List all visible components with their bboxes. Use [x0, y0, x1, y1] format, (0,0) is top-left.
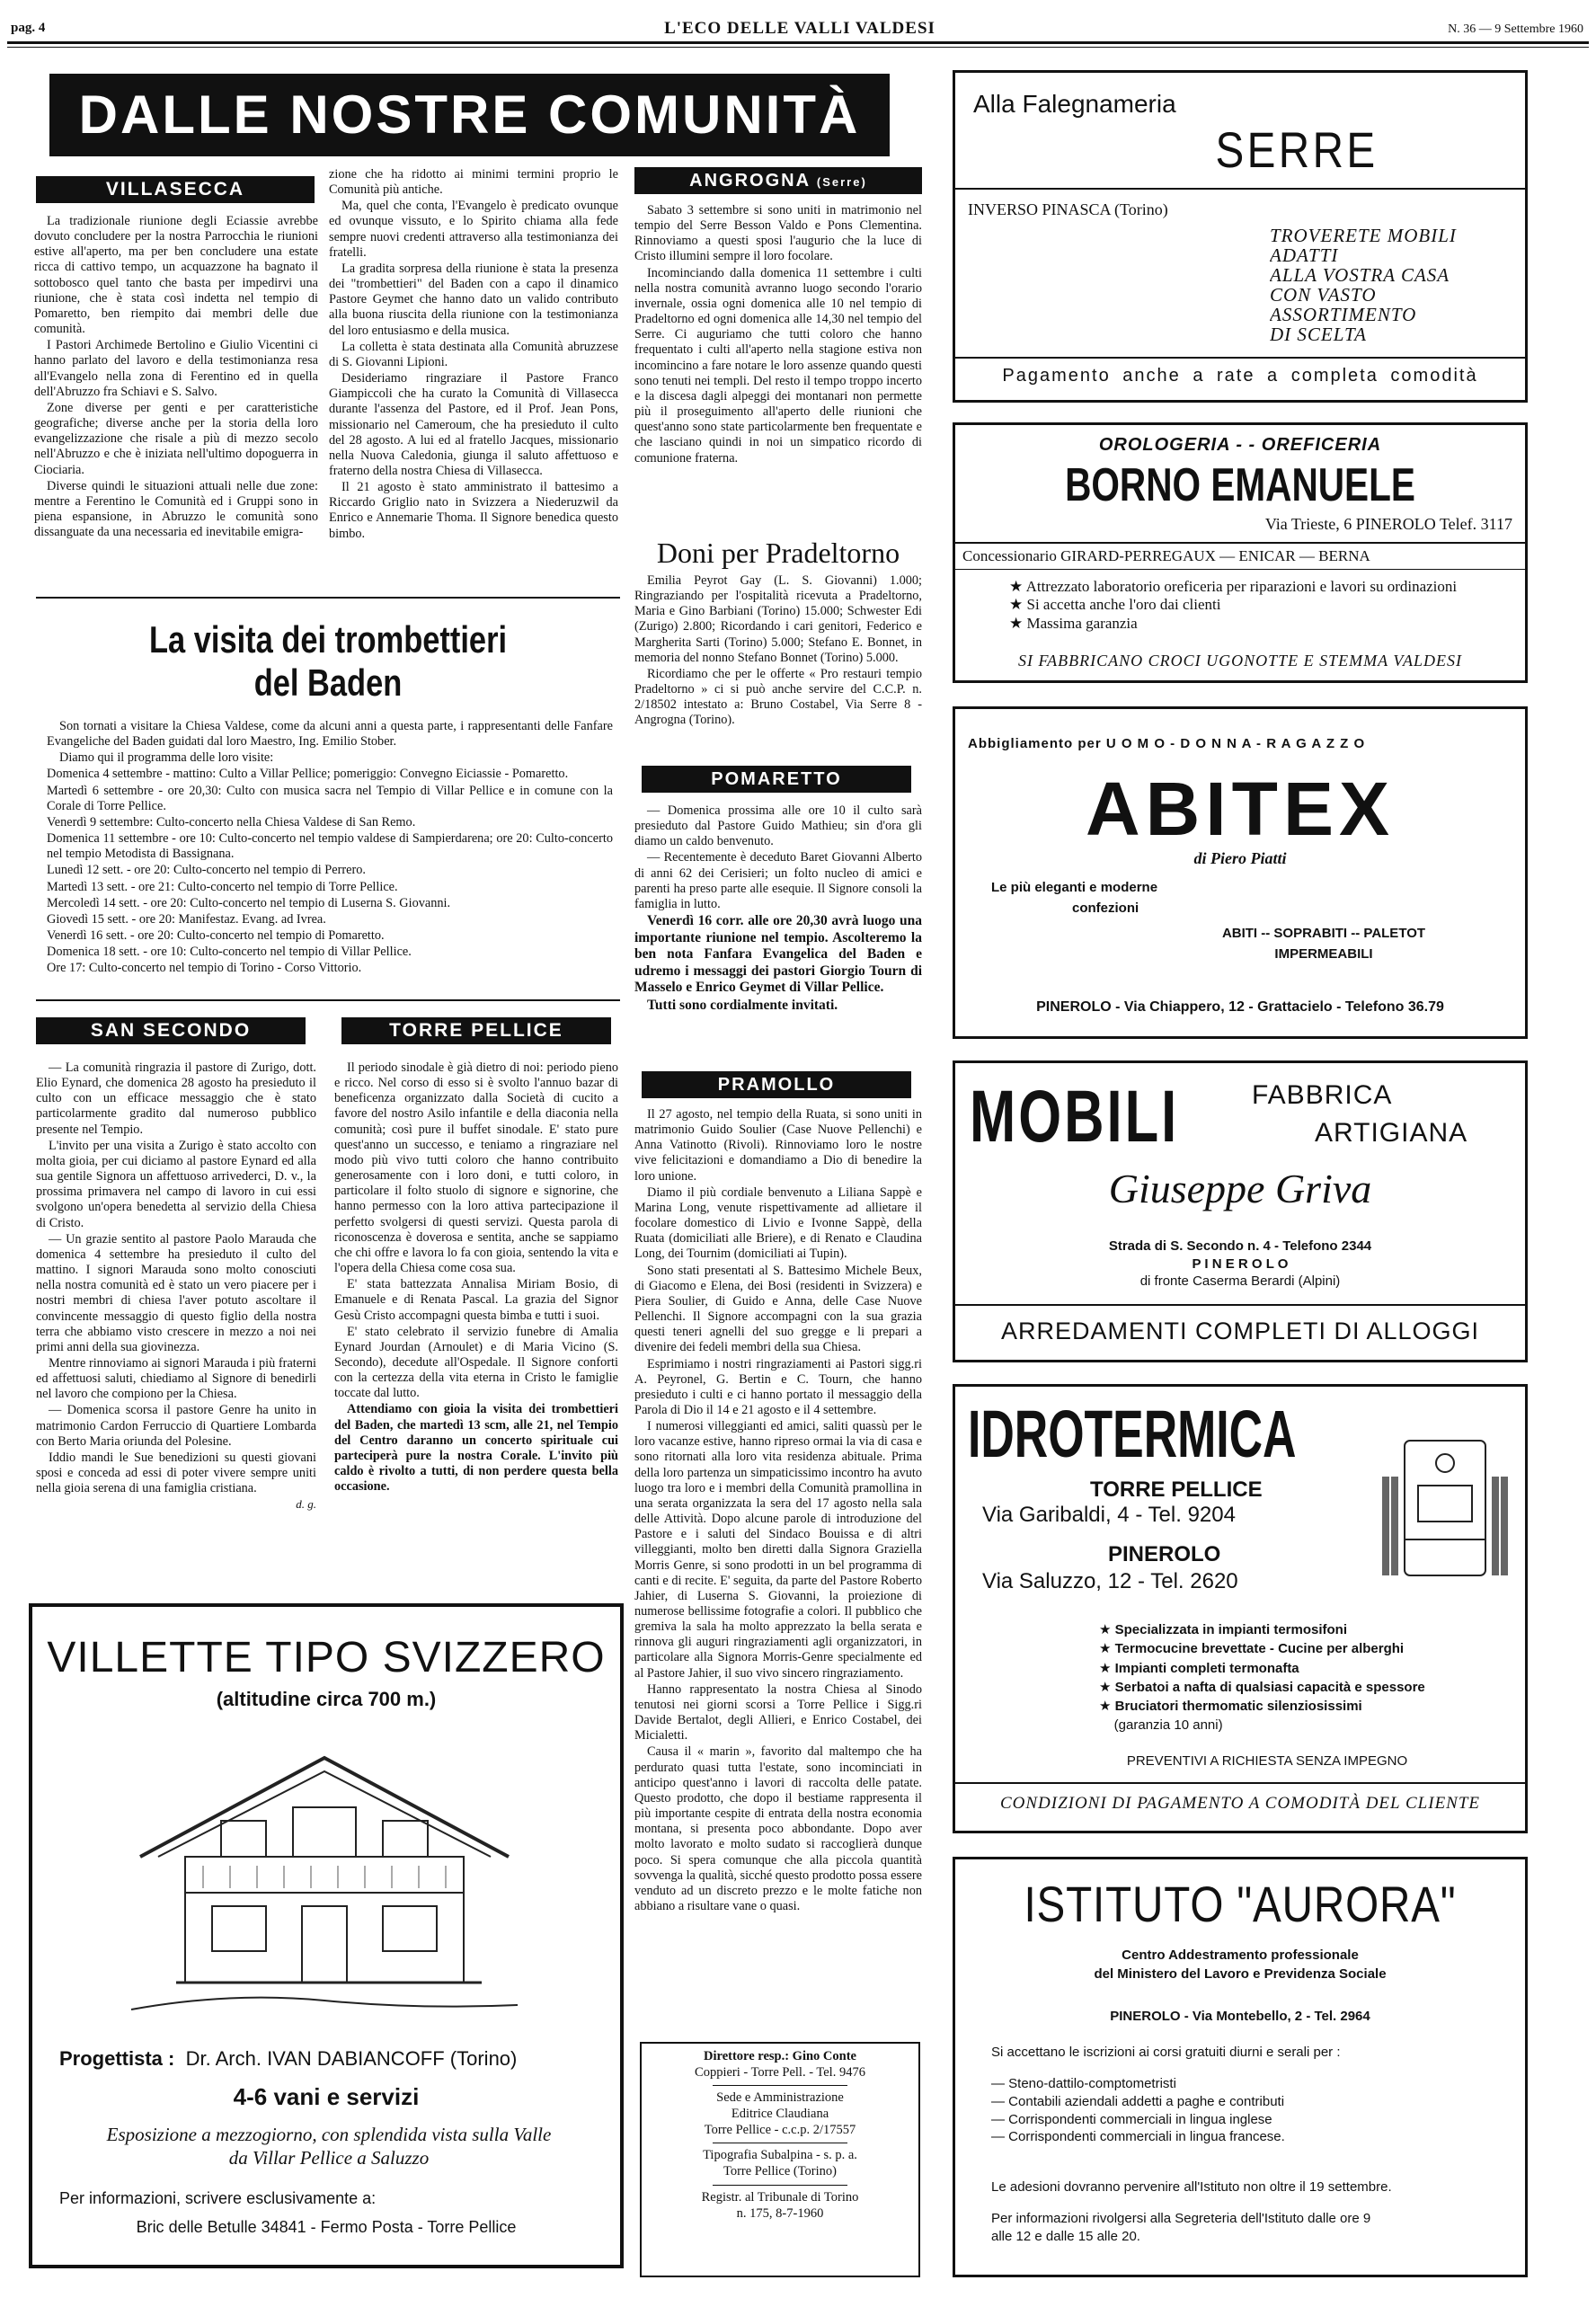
- serre-place: INVERSO PINASCA (Torino): [968, 200, 1168, 218]
- villette-rooms: 4-6 vani e servizi: [233, 2083, 420, 2110]
- doni-body: [634, 573, 922, 753]
- visita-lead: Diamo qui il programma delle loro visite:: [59, 750, 274, 766]
- idro-quote: PREVENTIVI A RICHIESTA SENZA IMPEGNO: [1126, 1753, 1408, 1769]
- ad-abitex: [953, 706, 1528, 1039]
- doni-title: Doni per Pradeltorno: [656, 537, 900, 569]
- issue-date: N. 36 — 9 Settembre 1960: [1448, 22, 1583, 36]
- chalet-illustration: [122, 1722, 527, 2019]
- borno-top-sep: - -: [1236, 435, 1256, 455]
- idro-name: IDROTERMICA: [968, 1397, 1297, 1471]
- visita-title-line1: La visita dei trombettieri: [148, 618, 508, 661]
- serre-slogan-line: DI SCELTA: [1270, 324, 1367, 345]
- aurora-course-text: Corrispondenti commerciali in lingua inglese: [1008, 2111, 1272, 2127]
- pomaretto-bold: Venerdì 16 corr. alle ore 20,30 avrà luogo una importante riunione nel tempio. Ascolteremo la ben nota Fanfara Evangelica del Baden e udremo i messaggi dei pastori Giorgio Tourn di Masselo e Enrico Geymet di Villar Pellice.: [634, 913, 922, 996]
- star-icon: ★: [1099, 1641, 1115, 1657]
- visita-program-item: Domenica 4 settembre - mattino: Culto a Villar Pellice; pomeriggio: Convegno Eiciassie - Pomaretto.: [47, 767, 569, 782]
- visita-title-line2: del Baden: [253, 661, 403, 705]
- idro-city2: PINEROLO: [1108, 1542, 1221, 1566]
- visita-program-item: Ore 17: Culto-concerto nel tempio di Torino - Corso Vittorio.: [47, 961, 362, 976]
- idro-service-item: [1099, 1659, 1521, 1678]
- villasecca-p5: zione che ha ridotto ai minimi termini proprio le Comunità più antiche.: [329, 167, 618, 198]
- borno-service-item: [1009, 596, 1512, 614]
- visita-program-item: Mercoledì 14 sett. - ore 20: Culto-concerto nel tempio di Luserna S. Giovanni.: [47, 895, 451, 910]
- villasecca-p6: Ma, quel che conta, l'Evangelo è predicato ovunque ed ovunque vissuto, e lo Spirito chiama alla fede sempre nuovi credenti attraverso alla testimonianza dei fratelli.: [329, 199, 618, 260]
- villette-exposure: [50, 2123, 607, 2170]
- sansecondo-p4: Mentre rinnoviamo ai signori Marauda i più fraterni ed affettuosi saluti, chiediamo al Signore di benedirli nel lavoro che compiono per la Chiesa.: [36, 1355, 316, 1402]
- abitex-products: [1135, 923, 1512, 965]
- ad-mobili: [953, 1060, 1528, 1362]
- villette-designer: [59, 2047, 607, 2072]
- serre-rule: [955, 188, 1525, 190]
- ad-aurora: [953, 1857, 1528, 2277]
- idro-service-item: [1099, 1697, 1521, 1716]
- star-icon: ★: [1099, 1679, 1115, 1695]
- visita-program-item: Giovedì 15 sett. - ore 20: Manifestaz. Evang. ad Ivrea.: [47, 911, 326, 927]
- visita-program-item: Domenica 11 settembre - ore 10: Culto-concerto nel tempio valdese di Sampierdarena; ore 20: Culto-concerto nel tempio Metodista di Bassignana.: [47, 831, 613, 862]
- abitex-products-1: ABITI -- SOPRABITI -- PALETOT: [1221, 926, 1426, 941]
- torre-body: [334, 1060, 618, 1600]
- ad-villette: [29, 1603, 624, 2268]
- aurora-address: PINEROLO - Via Montebello, 2 - Tel. 2964: [1110, 2009, 1370, 2024]
- radiator-boiler-icon: [1378, 1423, 1512, 1593]
- doni-p1: Emilia Peyrot Gay (L. S. Giovanni) 1.000; Ringraziando per l'ospitalità ricevuta a Pradeltorno, Maria e Gino Barbiani (Torino) 15.000; Schwester Edi (Zurigo) 2.800; Ricordando i cari genitori, Federico e Margherita Sarti (Torino) 5.000; Stefano E. Bonnet, in memoria del nonno Stefano Bonnet (Torino) 5.000.: [634, 573, 922, 665]
- header-rule: [7, 41, 1589, 44]
- sansecondo-p3: — Un grazie sentito al pastore Paolo Marauda che domenica 4 settembre ha presieduto il culto del mattino. I signori Marauda sono molto conosciuti nella nostra comunità ed è stato un vero piacere per i nostri membri di chiesa l'aver potuto ascoltare il convincente messaggio di questo figlio della nostra terra che abbiamo visto crescere in mezzo a noi nei primi anni della sua giovinezza.: [36, 1231, 316, 1354]
- serre-line1: Alla Falegnameria: [973, 90, 1176, 118]
- pramollo-p3: Sono stati presentati al S. Battesimo Michele Beux, di Giacomo e Elena, dei Bosi (residenti in Svizzera) e Piera Soulier, di Guido e Anna, delle Case Nuove Pellenchi. Il Signore accompagni con la sua grazia questi teneri agnelli del suo gregge e li prepari a divenire dei fedeli membri della sua Chiesa.: [634, 1263, 922, 1355]
- colophon: [640, 2042, 920, 2277]
- villasecca-heading: VILLASECCA: [36, 176, 315, 203]
- villasecca-p8: La colletta è stata destinata alla Comunità abruzzese di S. Giovanni Lipioni.: [329, 339, 618, 369]
- borno-top: [955, 434, 1525, 456]
- torre-bold: Attendiamo con gioia la visita dei trombettieri del Baden, che martedì 13 scm, alle 21, nel Tempio del Centro daranno un concerto spirituale cui parteciperà pure la nostra Corale. L'invito più caldo è rivolto a tutti, di non perdere questa bella occasione.: [334, 1402, 618, 1495]
- idro-service-text: Serbatoi a nafta di qualsiasi capacità e spessore: [1114, 1679, 1425, 1695]
- dash-icon: —: [991, 2111, 1009, 2127]
- idro-service-item: [1099, 1620, 1521, 1639]
- angrogna-heading-text: ANGROGNA: [689, 171, 811, 191]
- star-icon: ★: [1009, 596, 1027, 614]
- villasecca-p1: La tradizionale riunione degli Eciassie avrebbe dovuto concludere per la nostra Parrocchia le riunioni estive all'aperto, ma per ben concludere una estate ricca di cattivo tempo, un acquazzone ha bagnato il sottobosco quel tanto che basta per impedirvi una riunione, che è stata così indetta nel tempio di Pomaretto, ben riempito dai membri delle due comunità.: [34, 214, 318, 337]
- idro-service-item: [1099, 1678, 1521, 1697]
- serre-slogan-line: TROVERETE MOBILI: [1270, 226, 1457, 246]
- idro-rule: [955, 1782, 1525, 1784]
- abitex-logo: ABITEX: [1085, 767, 1396, 851]
- pramollo-body: [634, 1107, 922, 2015]
- visita-title: [89, 618, 568, 705]
- serre-slogan-line: ALLA VOSTRA CASA: [1270, 264, 1450, 287]
- pomaretto-body: [634, 803, 922, 1064]
- dash-icon: —: [991, 2076, 1009, 2091]
- serre-slogan-line: ADATTI: [1270, 244, 1339, 267]
- mobili-rule: [955, 1304, 1525, 1306]
- serre-slogan-line: CON VASTO: [1270, 284, 1377, 306]
- idro-service-item: [1099, 1716, 1521, 1735]
- borno-services: [1009, 578, 1512, 633]
- ad-borno: [953, 422, 1528, 683]
- colophon-registration: Registr. al Tribunale di Torino: [701, 2189, 859, 2205]
- idro-service-text: Specializzata in impianti termosifoni: [1114, 1622, 1348, 1637]
- idro-services: [1099, 1620, 1521, 1735]
- villette-sub: (altitudine circa 700 m.): [216, 1688, 437, 1710]
- star-icon: ★: [1099, 1622, 1115, 1637]
- borno-service-item: [1009, 578, 1512, 596]
- borno-dealer: Concessionario GIRARD-PERREGAUX — ENICAR — BERNA: [962, 547, 1370, 564]
- serre-slogan: [1270, 226, 1521, 344]
- sansecondo-signature: d. g.: [296, 1497, 316, 1512]
- villette-address: Bric delle Betulle 34841 - Fermo Posta - Torre Pellice: [136, 2218, 517, 2236]
- star-icon: ★: [1099, 1699, 1115, 1715]
- sansecondo-body: [36, 1060, 316, 1600]
- idro-addr1: Via Garibaldi, 4 - Tel. 9204: [982, 1503, 1236, 1527]
- borno-rule2: [955, 569, 1525, 570]
- aurora-sub-1: Centro Addestramento professionale: [1122, 1948, 1359, 1963]
- sansecondo-p6: Iddio mandi le Sue benedizioni su questi giovani sposi e conceda ad essi di poter vivere sempre uniti nella gioia serena di una famiglia cristiana.: [36, 1450, 316, 1496]
- aurora-course-item: [991, 2111, 1512, 2129]
- star-icon: [1099, 1717, 1114, 1733]
- colophon-seat: Sede e Amministrazione: [716, 2090, 844, 2106]
- pramollo-p7: Causa il « marin », favorito dal maltempo che ha perdurato quasi tutta l'estate, sono incominciati in anticipo quest'anno i lavori di raccolta delle patate. Questo prodotto, che dopo il bestiame rappresenta il più importante cespite di entrata della nostra economia montana, si presenta poco abbondante. Dopo aver molto lavorato e molto sudato si raccoglierà dunque poco. Si spera comunque che alla piccola quantità sovvenga la qualità, sicché questo prodotto possa essere venduto ad un discreto prezzo e le molte fatiche non abbiano a risultare vane o quasi.: [634, 1744, 922, 1913]
- visita-program-item: Martedì 13 sett. - ore 21: Culto-concerto nel tempio di Torre Pellice.: [47, 879, 398, 894]
- angrogna-p2: Incominciando dalla domenica 11 settembre i culti nella nostra comunità avranno luogo secondo l'orario invernale, ossia ogni domenica alle 10 nel tempio di Pradeltorno ed ogni domenica alle 14,30 nel tempio del Serre. Ci auguriamo che tutti coloro che hanno frequentato i culti all'aperto nella stagione estiva non incomincino a fare notare le loro assenze quando questi sono tenuti nei templi. Del resto il tempo troppo incerto e la discesa dagli alpeggi dei montanari non permette più il proseguimento all'aperto delle riunioni che quest'anno sono state particolarmente ben frequentate e che lasciano quindi in noi un simpatico ricordo di comunione fraterna.: [634, 265, 922, 466]
- pramollo-p5: I numerosi villeggianti ed amici, saliti quassù per le loro vacanze estive, hanno ripreso ormai la via di casa e sono ritornati alla loro vita residenza abituale. Prima della loro partenza un simpaticissimo incontro ha avuto luogo tra loro e i membri della Comunità pramollina in una serata organizzata la sera del 17 agosto nella sala delle Attività. Dopo alcune parole di introduzione del Pastore e i saluti del Sindaco Bouissa e di altri villeggianti, molto ben diretti dalla Signora Graziella Morris Genre, si sono prodotti in un bel programma di canti e di recite. E' seguita, da parte del Pastore Roberto Jahier, di Luserna S. Giovanni, la proiezione di numerose bellissime fotografie a colori. Il pubblico che gremiva la sala ha molto apprezzato la bella serata e rinnova gli auguri ringraziamenti agli organizzatori, in particolare alla Signora Morris-Genre specialmente ed al Pastore Jahier, il suo vivo sincero ringraziamento.: [634, 1419, 922, 1681]
- mobili-owner: Giuseppe Griva: [1108, 1166, 1372, 1211]
- aurora-intro: Si accettano le iscrizioni ai corsi gratuiti diurni e serali per :: [991, 2045, 1341, 2060]
- doni-p2: Ricordiamo che per le offerte « Pro restauri tempio Pradeltorno » ci si può anche servire del C.C.P. n. 2/18502 intestato a: Bruno Costabel, Via Serre 8 - Angrogna (Torino).: [634, 666, 922, 728]
- angrogna-body: [634, 203, 922, 527]
- dash-icon: —: [991, 2129, 1009, 2145]
- abitex-footer: PINEROLO - Via Chiappero, 12 - Grattacielo - Telefono 36.79: [1036, 999, 1444, 1015]
- villette-exposure-line1: Esposizione a mezzogiorno, con splendida vista sulla Valle: [106, 2124, 552, 2145]
- aurora-course-item: [991, 2128, 1512, 2146]
- villette-title: VILLETTE TIPO SVIZZERO: [47, 1634, 606, 1681]
- villette-designer-name: Dr. Arch. IVAN DABIANCOFF (Torino): [185, 2047, 518, 2070]
- ad-idrotermica: [953, 1384, 1528, 1833]
- sansecondo-heading: SAN SECONDO: [36, 1017, 306, 1044]
- section-banner: DALLE NOSTRE COMUNITÀ: [49, 74, 890, 156]
- idro-service-text: (garanzia 10 anni): [1113, 1717, 1223, 1734]
- star-icon: ★: [1009, 578, 1026, 595]
- idro-footer: CONDIZIONI DI PAGAMENTO A COMODITÀ DEL CLIENTE: [999, 1794, 1481, 1813]
- visita-program-item: Martedì 6 settembre - ore 20,30: Culto con musica sacra nel Tempio di Villar Pellice e in comune con la Corale di Torre Pellice.: [47, 783, 613, 813]
- villasecca-p2: I Pastori Archimede Bertolino e Giulio Vicentini ci hanno parlato del lavoro e della testimonianza resa all'Evangelo nella zona di Ferentino ed in quella dell'Abruzzo fra Schiavi e S. Salvo.: [34, 338, 318, 399]
- aurora-sub: [955, 1946, 1525, 1983]
- borno-footer: SI FABBRICANO CROCI UGONOTTE E STEMMA VALDESI: [1018, 652, 1462, 670]
- visita-intro: Son tornati a visitare la Chiesa Valdese, come da alcuni anni a questa parte, i rappresentanti delle Fanfare Evangeliche del Baden guidati dal loro Maestro, Ing. Emilio Stober.: [47, 719, 613, 750]
- borno-top-left: OROLOGERIA: [1098, 435, 1230, 455]
- aurora-deadline: Le adesioni dovranno pervenire all'Istituto non oltre il 19 settembre.: [991, 2179, 1392, 2195]
- pomaretto-bold2: Tutti sono cordialmente invitati.: [647, 998, 838, 1014]
- villasecca-p7: La gradita sorpresa della riunione è stata la presenza dei "trombettieri" del Baden con a capo il dinamico Pastore Geymet che hanno dato un valido contributo alla buona riuscita della riunione con la testimonianza del loro entusiasmo e della musica.: [329, 261, 618, 338]
- torre-heading: TORRE PELLICE: [341, 1017, 611, 1044]
- colophon-printer: Tipografia Subalpina - s. p. a.: [703, 2148, 857, 2163]
- villette-info: Per informazioni, scrivere esclusivamente a:: [59, 2189, 377, 2207]
- serre-rule2: [955, 357, 1525, 359]
- visita-program-item: Venerdì 9 settembre: Culto-concerto nella Chiesa Valdese di San Remo.: [47, 814, 416, 830]
- mobili-name: MOBILI: [970, 1076, 1180, 1158]
- borno-service-text: Massima garanzia: [1026, 614, 1138, 632]
- sansecondo-p1: — La comunità ringrazia il pastore di Zurigo, dott. Elio Eynard, che domenica 28 agosto ha presieduto il culto con un efficace messaggio che è stato particolarmente gradito dal numeroso pubblico presente nel Tempio.: [36, 1060, 316, 1137]
- villasecca-p3: Zone diverse per genti e per caratteristiche geografiche; diverse anche per la storia della loro evangelizzazione che risale a più di mezzo secolo nell'Abruzzo e che è iniziata nell'ultimo dopoguerra in Ciociaria.: [34, 400, 318, 477]
- abitex-tagline: [991, 878, 1157, 918]
- mobili-address-near: di fronte Caserma Berardi (Alpini): [1139, 1273, 1341, 1289]
- mobili-artisan: ARTIGIANA: [1315, 1118, 1468, 1148]
- aurora-course-text: Corrispondenti commerciali in lingua francese.: [1008, 2129, 1285, 2145]
- colophon-director-addr: Coppieri - Torre Pell. - Tel. 9476: [695, 2064, 865, 2080]
- abitex-tagline-1: Le più eleganti e moderne: [991, 880, 1158, 895]
- aurora-info: [991, 2210, 1512, 2245]
- serre-name: SERRE: [1215, 121, 1379, 178]
- borno-service-text: Attrezzato laboratorio oreficeria per riparazioni e lavori su ordinazioni: [1025, 578, 1458, 595]
- idro-city1: TORRE PELLICE: [1090, 1477, 1263, 1502]
- serre-footer: Pagamento anche a rate a completa comodità: [1002, 366, 1478, 386]
- star-icon: ★: [1099, 1660, 1115, 1676]
- ad-serre: [953, 70, 1528, 403]
- borno-rule: [955, 542, 1525, 544]
- aurora-info-2: alle 12 e dalle 15 alle 20.: [991, 2228, 1140, 2244]
- sansecondo-p2: L'invito per una visita a Zurigo è stato accolto con molta gioia, per cui diciamo al pastore Eynard ed alla sua gentile Signora un affettuoso arrivederci, D. v., la prossima primavera nel campo di lavoro in cui essi svolgono un'opera benedetta al servizio della Chiesa di Cristo.: [36, 1138, 316, 1230]
- aurora-sub-2: del Ministero del Lavoro e Previdenza Sociale: [1094, 1966, 1387, 1982]
- masthead: L'ECO DELLE VALLI VALDESI: [664, 19, 935, 38]
- section-rule: [36, 999, 620, 1001]
- borno-service-item: [1009, 615, 1512, 633]
- angrogna-p1: Sabato 3 settembre si sono uniti in matrimonio nel tempio del Serre Besson Valdo e Pons Clementina. Rinnoviamo a questi sposi l'augurio che la luce di Cristo illumini sempre il loro focolare.: [634, 203, 922, 264]
- page-number: pag. 4: [11, 21, 46, 35]
- star-icon: ★: [1009, 614, 1027, 632]
- idro-service-text: Termocucine brevettate - Cucine per alberghi: [1114, 1641, 1405, 1657]
- aurora-course-item: [991, 2093, 1512, 2111]
- pramollo-p4: Esprimiamo i nostri ringraziamenti ai Pastori sigg.ri A. Peyronel, G. Bertin e C. Tourn, che hanno presieduto i culti e ci hanno portato il messaggio della Parola di Dio il 14 e 21 agosto e il 4 settembre.: [634, 1356, 922, 1417]
- villette-exposure-line2: da Villar Pellice a Saluzzo: [228, 2147, 430, 2169]
- villasecca-p10: Il 21 agosto è stato amministrato il battesimo a Riccardo Griglio nato in Svizzera a Niederuzwil da Enrico e Annemarie Thoma. Il Signore benedica questo bimbo.: [329, 480, 618, 541]
- abitex-products-2: IMPERMEABILI: [1274, 946, 1373, 963]
- colophon-printer-city: Torre Pellice (Torino): [723, 2164, 837, 2179]
- villasecca-p4: Diverse quindi le situazioni attuali nelle due zone: mentre a Ferentino le Comunità ed i Gruppi sono in piena espansione, in Abruzzo le comunità sono dissanguate da una necessaria ed inevitabile emigra-: [34, 478, 318, 540]
- mobili-address: [955, 1238, 1525, 1291]
- pomaretto-heading: POMARETTO: [642, 766, 911, 793]
- idro-service-text: Impianti completi termonafta: [1114, 1660, 1299, 1676]
- pramollo-p6: Hanno rappresentato la nostra Chiesa al Sinodo tenutosi nei giorni scorsi a Torre Pellice i Sigg.ri Davide Bertalot, degli Allieri, e Enrico Costabel, dei Micialetti.: [634, 1681, 922, 1743]
- aurora-name: ISTITUTO "AURORA": [1024, 1876, 1457, 1932]
- torre-p2: E' stata battezzata Annalisa Miriam Bosio, di Emanuele e di Renata Pascal. La grazia del Signor Gesù Cristo accompagni questa bimba e tutti i suoi.: [334, 1277, 618, 1323]
- sansecondo-p5: — Domenica scorsa il pastore Genre ha unito in matrimonio Cardon Ferruccio di Quartiere Lombarda con Berto Maria oriunda del Polesine.: [36, 1403, 316, 1449]
- borno-top-right: OREFICERIA: [1261, 435, 1382, 455]
- borno-service-text: Si accetta anche l'oro dai clienti: [1026, 596, 1221, 614]
- dash-icon: —: [991, 2093, 1009, 2109]
- aurora-course-text: Steno-dattilo-comptometristi: [1008, 2076, 1176, 2091]
- villasecca-column-1: [34, 214, 318, 587]
- colophon-ccp: Torre Pellice - c.c.p. 2/17557: [704, 2122, 856, 2137]
- borno-name: BORNO EMANUELE: [1065, 459, 1415, 511]
- aurora-courses: [991, 2075, 1512, 2146]
- pramollo-p2: Diamo il più cordiale benvenuto a Liliana Sappè e Marina Long, venute rispettivamente ad allietare il focolare domestico di Livio e Ivonne Sappè, della Ruata (domiciliati alle Briere), e di Renato e Claudina Long, dei Tournim (domiciliati ai Tupin).: [634, 1184, 922, 1262]
- abitex-tagline-2: confezioni: [1072, 900, 1139, 916]
- idro-service-item: [1099, 1639, 1521, 1658]
- aurora-info-1: Per informazioni rivolgersi alla Segreteria dell'Istituto dalle ore 9: [991, 2211, 1371, 2226]
- abitex-owner: di Piero Piatti: [1193, 849, 1287, 867]
- angrogna-heading: [634, 167, 922, 194]
- abitex-top: Abbigliamento per U O M O - D O N N A - R A G A Z Z O: [968, 736, 1366, 751]
- villasecca-column-2: [329, 167, 618, 588]
- aurora-course-text: Contabili aziendali addetti a paghe e contributi: [1008, 2093, 1285, 2109]
- colophon-director: Direttore resp.: Gino Conte: [704, 2049, 856, 2063]
- idro-service-text: Bruciatori thermomatic silenziosissimi: [1114, 1699, 1362, 1715]
- visita-program-item: Domenica 18 sett. - ore 10: Culto-concerto nel tempio di Villar Pellice.: [47, 945, 412, 960]
- villette-designer-label: Progettista :: [59, 2047, 175, 2070]
- pramollo-heading: PRAMOLLO: [642, 1071, 911, 1098]
- idro-addr2: Via Saluzzo, 12 - Tel. 2620: [982, 1569, 1238, 1593]
- visita-body: [47, 719, 613, 989]
- aurora-course-item: [991, 2075, 1512, 2093]
- mobili-address-street: Strada di S. Secondo n. 4 - Telefono 2344: [1108, 1238, 1372, 1254]
- serre-slogan-line: ASSORTIMENTO: [1270, 304, 1417, 326]
- pomaretto-p2: — Recentemente è deceduto Baret Giovanni Alberto di anni 62 dei Cerisieri; un folto nucleo di amici e parenti ha preso parte alle esequie. Il Signore consoli la famiglia in lutto.: [634, 850, 922, 911]
- villasecca-p9: Desideriamo ringraziare il Pastore Franco Giampiccoli che ha curato la Comunità di Villasecca durante l'assenza del Pastore, ed il Prof. Jean Pons, missionario nel Cameroum, che ha presieduto il culto del 28 agosto. A lui ed al fratello Jacques, missionario nella Nuova Caledonia, giunga il saluto affettuoso e fraterno della nostra Chiesa di Villasecca.: [329, 371, 618, 478]
- visita-program-item: Lunedì 12 sett. - ore 20: Culto-concerto nel tempio di Perrero.: [47, 863, 366, 878]
- colophon-registration-no: n. 175, 8-7-1960: [736, 2205, 824, 2221]
- mobili-footer: ARREDAMENTI COMPLETI DI ALLOGGI: [1000, 1318, 1480, 1344]
- visita-program-item: Venerdì 16 sett. - ore 20: Culto-concerto nel tempio di Pomaretto.: [47, 928, 385, 944]
- column-divider: [36, 597, 620, 599]
- borno-address: Via Trieste, 6 PINEROLO Telef. 3117: [1264, 515, 1512, 533]
- mobili-address-city: P I N E R O L O: [1192, 1255, 1289, 1272]
- header-rule-thin: [7, 47, 1589, 48]
- colophon-publisher: Editrice Claudiana: [731, 2107, 829, 2122]
- mobili-factory: FABBRICA: [1252, 1080, 1393, 1110]
- torre-p1: Il periodo sinodale è già dietro di noi: periodo pieno e ricco. Nel corso di esso si è svolto l'annuo bazar di beneficenza organizzato dalla Società di cucito a favore del nostro Asilo infantile e della diaconia nella comunità; così pure il buffet sinodale. E' stato pure quest'anno un successo, e teniamo a ringraziare nel modo più vivo tutti coloro che hanno contribuito generosamente con i loro doni, e tutti coloro, in particolare il folto stuolo di signore e signorine, che hanno permesso con la loro attiva partecipazione il perfetto svolgersi di questi servizi. Questa parola di riconoscenza è doverosa e sentita, anche se sappiamo che chi offre e lavora lo fa con gioia, sentendo la vita e l'opera della Chiesa come cosa sua.: [334, 1060, 618, 1276]
- torre-p3: E' stato celebrato il servizio funebre di Amalia Eynard Jourdan (Arnoulet) e di Maria Vicino (S. Secondo), decedute all'Ospedale. Il Signore conforti con la certezza della vita eterna in Cristo le famiglie toccate dal lutto.: [334, 1324, 618, 1401]
- pomaretto-p1: — Domenica prossima alle ore 10 il culto sarà presieduto dal Pastore Guido Mathieu; sin d'ora gli diamo un caldo benvenuto.: [634, 803, 922, 849]
- pramollo-p1: Il 27 agosto, nel tempio della Ruata, si sono uniti in matrimonio Guido Soulier (Case Nuove Pellenchi) e Anna Vatinotto (Rivoli). Rinnoviamo loro le nostre vive felicitazioni e domandiamo a Dio di benedire la loro unione.: [634, 1107, 922, 1184]
- angrogna-heading-sub: (Serre): [816, 175, 867, 189]
